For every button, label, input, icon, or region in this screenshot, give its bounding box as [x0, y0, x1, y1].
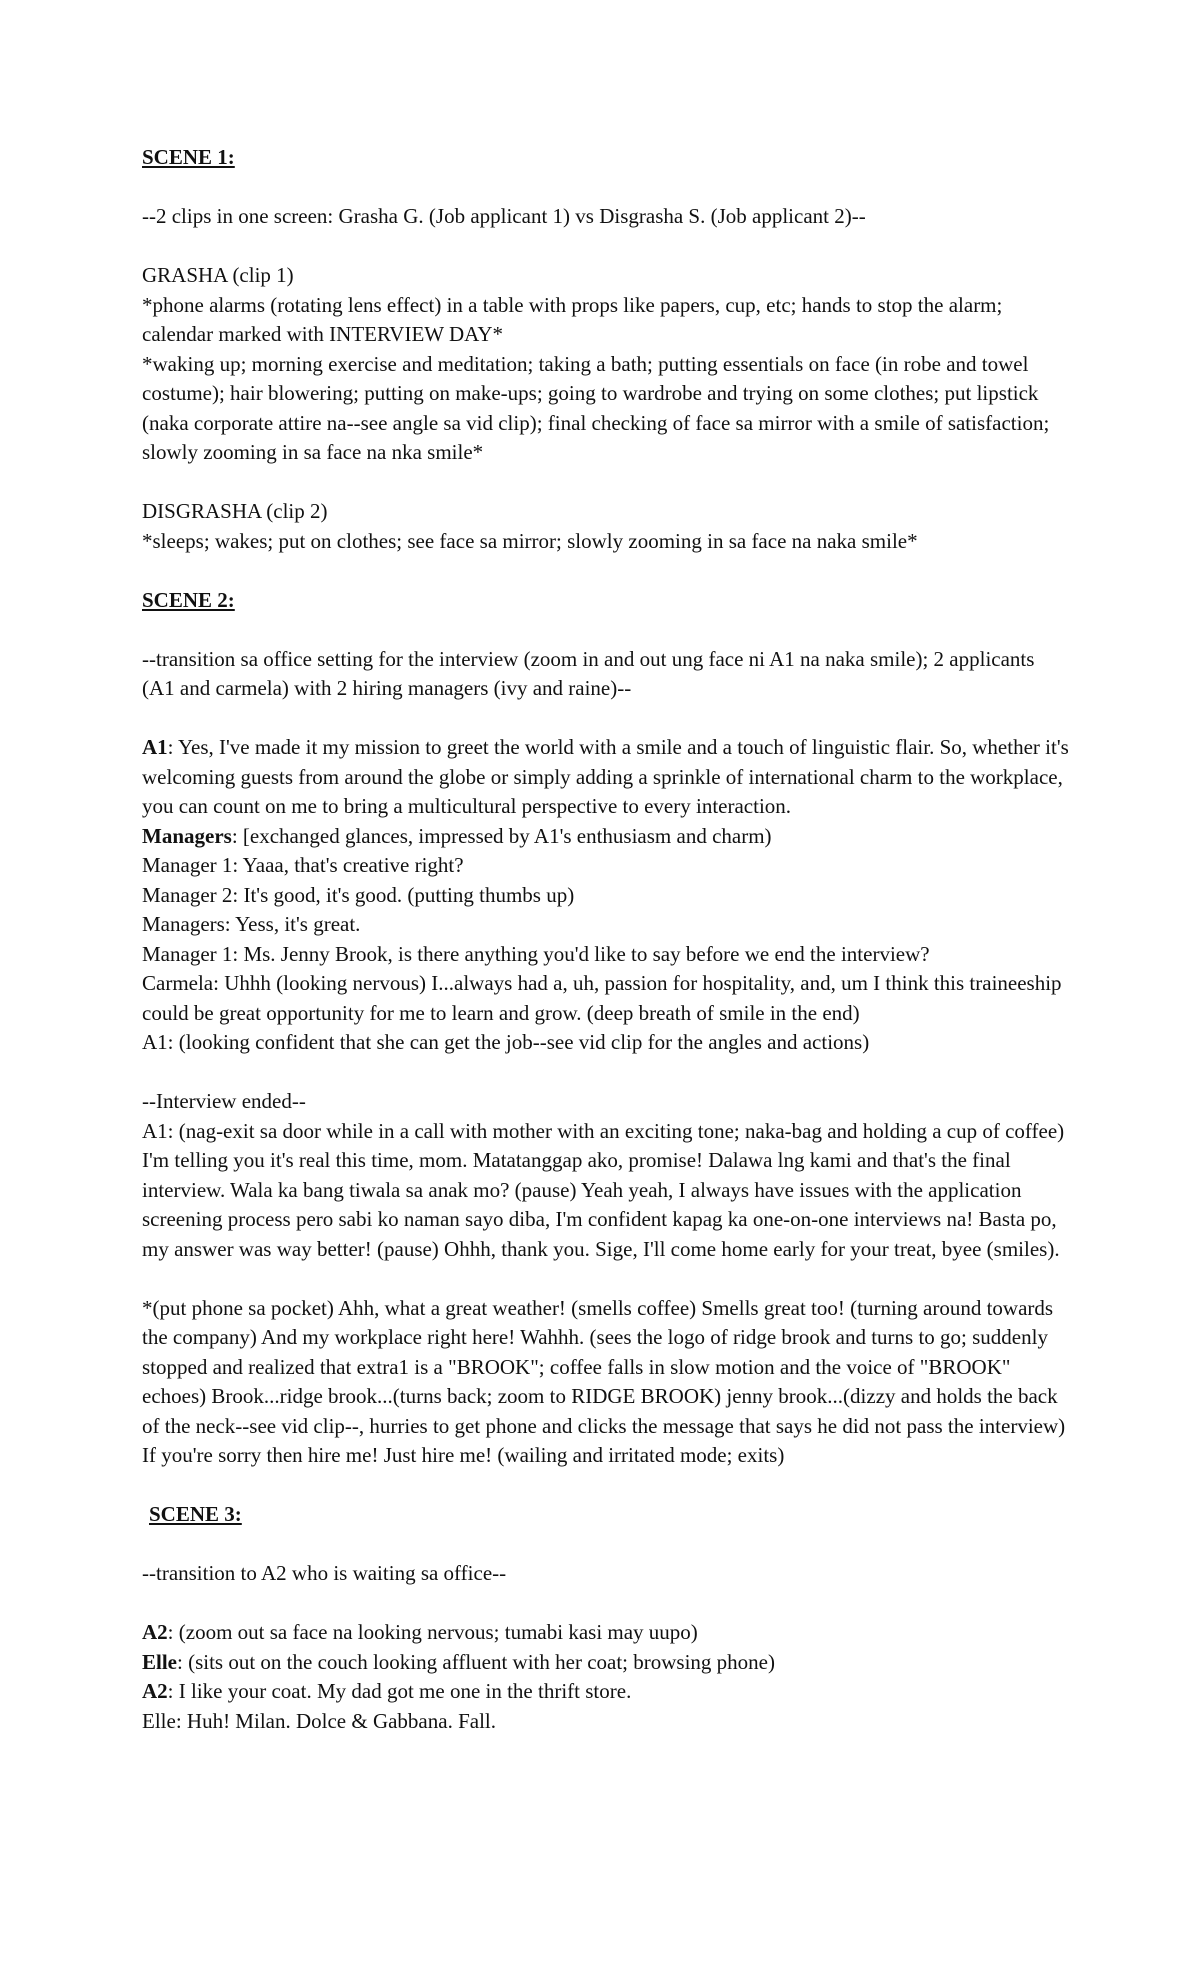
interview-ended: --Interview ended--: [142, 1089, 306, 1113]
document-page: [142, 143, 1070, 1736]
dialogue-line: Manager 2: It's good, it's good. (putting thumbs up): [142, 882, 575, 907]
dialogue-line: [142, 1648, 1070, 1678]
scene2-heading: SCENE 2:: [142, 587, 235, 612]
dialogue-line: [142, 822, 1070, 852]
spacer: [142, 1058, 1070, 1088]
dialogue-line: Carmela: Uhhh (looking nervous) I...always had a, uh, passion for hospitality, and, um I think this traineeship could be great opportunity for me to learn and grow. (deep breath of smile in the end): [142, 971, 1062, 1025]
scene2-intro: --transition sa office setting for the interview (zoom in and out ung face ni A1 na naka smile); 2 applicants (A1 and carmela) with 2 hiring managers (ivy and raine)--: [142, 646, 1035, 700]
speaker-name: A2: [142, 1620, 168, 1644]
spacer: [142, 615, 1070, 645]
dialogue-line: [142, 1618, 1070, 1648]
dialogue-text: : (sits out on the couch looking affluent with her coat; browsing phone): [177, 1649, 775, 1674]
spacer: [142, 1471, 1070, 1501]
spacer: [142, 173, 1070, 203]
dialogue-line: Manager 1: Ms. Jenny Brook, is there anything you'd like to say before we end the interview?: [142, 941, 930, 966]
speaker-name: Elle: [142, 1649, 177, 1674]
disgrasha-title: DISGRASHA (clip 2): [142, 499, 328, 523]
dialogue-line: [142, 1677, 1070, 1707]
scene1-intro: --2 clips in one screen: Grasha G. (Job applicant 1) vs Disgrasha S. (Job applicant 2)--: [142, 204, 866, 228]
dialogue-line: Manager 1: Yaaa, that's creative right?: [142, 853, 464, 877]
grasha-paragraph-1: *phone alarms (rotating lens effect) in a table with props like papers, cup, etc; hands to stop the alarm; calendar marked with INTERVIEW DAY*: [142, 292, 1003, 346]
spacer: [142, 232, 1070, 262]
speaker-name: Managers: [142, 823, 232, 848]
grasha-title: GRASHA (clip 1): [142, 263, 294, 287]
dialogue-line: [142, 733, 1070, 822]
phone-call-paragraph: A1: (nag-exit sa door while in a call with mother with an exciting tone; naka-bag and holding a cup of coffee) I'm telling you it's real this time, mom. Matatanggap ako, promise! Dalawa lng kami and that's the final interview. Wala ka bang tiwala sa anak mo? (pause) Yeah yeah, I always have issues with the application screening process pero sabi ko naman sayo diba, I'm confident kapag ka one-on-one interviews na! Basta po, my answer was way better! (pause) Ohhh, thank you. Sige, I'll come home early for your treat, byee (smiles).: [142, 1118, 1065, 1261]
dialogue-line: A1: (looking confident that she can get the job--see vid clip for the angles and actions): [142, 1030, 870, 1054]
speaker-name: A1: [142, 735, 168, 759]
dialogue-line: Elle: Huh! Milan. Dolce & Gabbana. Fall.: [142, 1708, 496, 1733]
spacer: [142, 556, 1070, 586]
disgrasha-paragraph-1: *sleeps; wakes; put on clothes; see face sa mirror; slowly zooming in sa face na naka smile*: [142, 528, 918, 553]
dialogue-text: : Yes, I've made it my mission to greet the world with a smile and a touch of linguistic flair. So, whether it's welcoming guests from around the globe or simply adding a sprinkle of international charm to the workplace, you can count on me to bring a multicultural perspective to every interaction.: [142, 735, 1069, 818]
grasha-paragraph-2: *waking up; morning exercise and meditation; taking a bath; putting essentials on face (in robe and towel costume); hair blowering; putting on make-ups; going to wardrobe and trying on some clothes; put lipstick (naka corporate attire na--see angle sa vid clip); final checking of face sa mirror with a smile of satisfaction; slowly zooming in sa face na nka smile*: [142, 351, 1050, 464]
dialogue-text: : (zoom out sa face na looking nervous; tumabi kasi may uupo): [167, 1620, 698, 1644]
spacer: [142, 704, 1070, 734]
spacer: [142, 1264, 1070, 1294]
speaker-name: A2: [142, 1679, 168, 1703]
scene3-intro: --transition to A2 who is waiting sa office--: [142, 1561, 507, 1585]
dialogue-text: : I like your coat. My dad got me one in the thrift store.: [167, 1679, 632, 1703]
spacer: [142, 1589, 1070, 1619]
dialogue-line: Managers: Yess, it's great.: [142, 912, 361, 936]
spacer: [142, 1530, 1070, 1560]
scene1-heading: SCENE 1:: [142, 145, 235, 169]
scene3-heading: SCENE 3:: [149, 1502, 242, 1526]
after-call-paragraph: *(put phone sa pocket) Ahh, what a great weather! (smells coffee) Smells great too! (turning around towards the company) And my workplace right here! Wahhh. (sees the logo of ridge brook and turns to go; suddenly stopped and realized that extra1 is a "BROOK"; coffee falls in slow motion and the voice of "BROOK" echoes) Brook...ridge brook...(turns back; zoom to RIDGE BROOK) jenny brook...(dizzy and holds the back of the neck--see vid clip--, hurries to get phone and clicks the message that says he did not pass the interview) If you're sorry then hire me! Just hire me! (wailing and irritated mode; exits): [142, 1295, 1066, 1467]
dialogue-text: : [exchanged glances, impressed by A1's enthusiasm and charm): [231, 823, 772, 848]
spacer: [142, 468, 1070, 498]
